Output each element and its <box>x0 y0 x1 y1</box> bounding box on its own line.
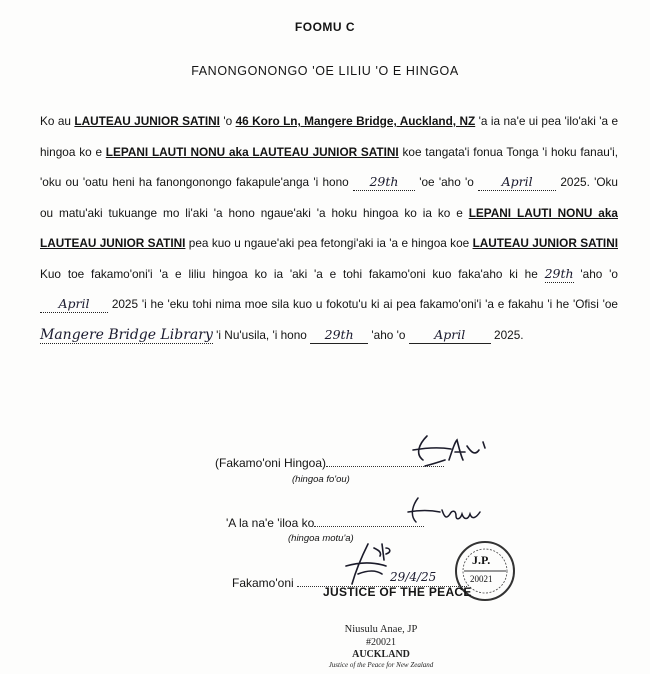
previous-name-repeat: LEPANI LAUTI NONU aka LAUTEAU JUNIOR SATINI <box>40 205 618 250</box>
witness-date: 29/4/25 <box>390 570 437 584</box>
month-field-3: April <box>409 327 491 344</box>
day-field-1: 29th <box>353 174 415 191</box>
declaration-text: 'i Nu'usila, 'i hono <box>216 327 307 342</box>
declaration-text: 'aho 'o <box>580 266 618 281</box>
stamp-name: Niusulu Anae, JP <box>344 624 418 635</box>
seal-number: 20021 <box>470 574 493 584</box>
declaration-text: koe tangata'i fonua Tonga 'i hoku fanau'i, 'oku ou 'oatu heni ha fanongonongo fakapule'anga 'i hono <box>40 144 618 189</box>
declaration-text: 'oe 'aho 'o <box>419 175 474 189</box>
declaration-text: 'aho 'o <box>371 327 406 342</box>
declaration-text: Kuo toe fakamo'oni'i 'a e liliu hingoa ko ia 'aki 'a e tohi fakamo'oni kuo faka'aho ki he <box>40 266 538 281</box>
known-as-sublabel: (hingoa motu'a) <box>288 533 354 544</box>
known-as-row <box>226 516 424 530</box>
stamp-city: AUCKLAND <box>352 649 410 660</box>
day-field-3: 29th <box>310 327 368 344</box>
signature-label: (Fakamo'oni Hingoa) <box>215 456 327 470</box>
declaration-paragraph <box>40 106 618 350</box>
declaration-text: pea kuo u ngaue'aki pea fetongi'aki ia 'a e hingoa koe <box>188 236 470 250</box>
new-name: LAUTEAU JUNIOR SATINI <box>472 236 618 250</box>
jp-title: JUSTICE OF THE PEACE <box>323 585 472 599</box>
month-field-1: April <box>478 174 556 191</box>
month-field-2: April <box>40 296 108 313</box>
declaration-text: Ko au <box>40 114 71 128</box>
declaration-text: 2025 'i he 'eku tohi nima moe sila kuo u fokotu'u ki ai pea fakamo'oni'i 'a e fakahu 'i he 'Ofisi 'oe <box>111 297 618 311</box>
applicant-name: LAUTEAU JUNIOR SATINI <box>74 114 220 128</box>
previous-name: LEPANI LAUTI NONU aka LAUTEAU JUNIOR SATINI <box>105 144 399 159</box>
old-name-signature <box>400 494 490 530</box>
known-as-label: 'A la na'e 'iloa ko <box>226 516 315 530</box>
day-field-2: 29th <box>544 265 574 281</box>
witness-label: Fakamo'oni <box>232 576 294 590</box>
form-title: FOOMU C <box>294 20 356 34</box>
applicant-address: 46 Koro Ln, Mangere Bridge, Auckland, NZ <box>235 114 476 128</box>
seal-top-text: J.P. <box>472 553 491 567</box>
stamp-caption: Justice of the Peace for New Zealand <box>328 661 434 669</box>
stamp-number: #20021 <box>366 637 396 648</box>
declaration-text: 2025. 'Oku ou matu'aki tukuange mo li'aki 'a hono ngaue'aki 'a hoku hingoa ko ia ko e <box>40 175 618 220</box>
office-field: Mangere Bridge Library <box>40 326 213 343</box>
declaration-text: 'a ia na'e ui pea 'ilo'aki 'a e hingoa ko e <box>40 114 619 159</box>
declaration-text: 'o <box>223 114 233 128</box>
declaration-text: 2025. <box>494 327 524 342</box>
form-heading: FANONGONONGO 'OE LILIU 'O E HINGOA <box>191 64 459 78</box>
signature-sublabel: (hingoa fo'ou) <box>292 474 350 485</box>
new-name-signature <box>405 430 495 472</box>
